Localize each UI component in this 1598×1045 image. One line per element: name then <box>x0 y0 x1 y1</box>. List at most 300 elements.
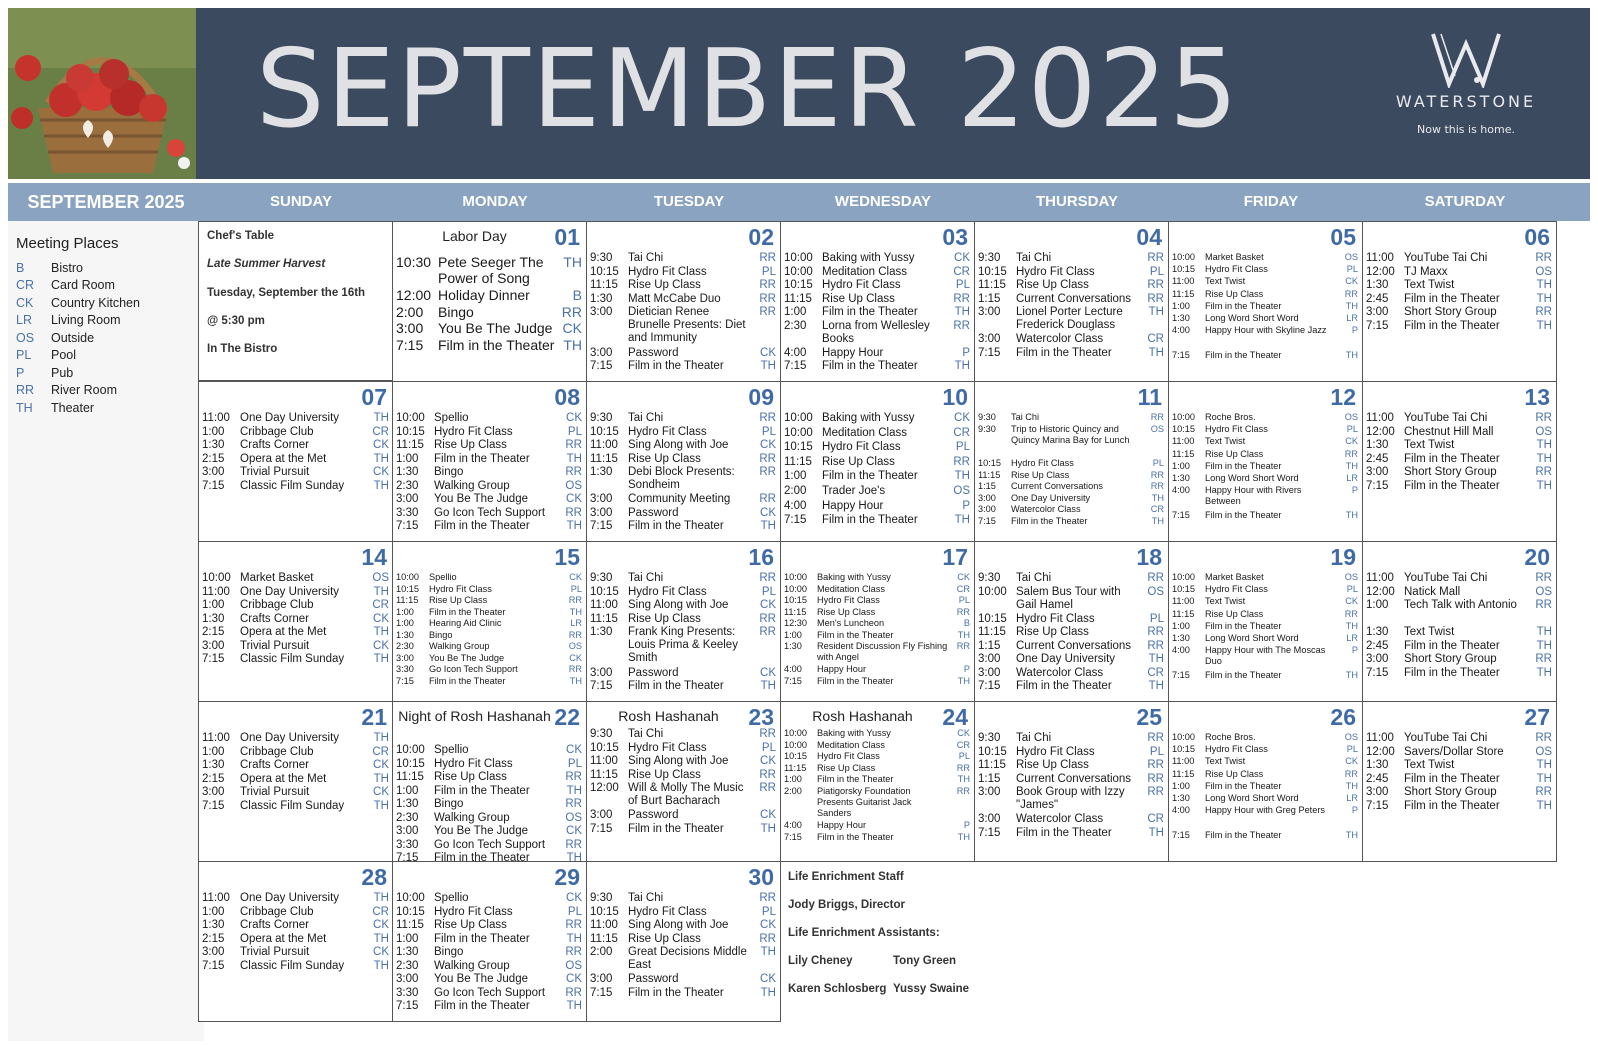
event-name: Hydro Fit Class <box>628 905 707 918</box>
event-name: Film in the Theater <box>1205 509 1282 520</box>
event-name: Crafts Corner <box>240 612 310 625</box>
event-row <box>784 630 970 641</box>
event-row <box>202 572 389 585</box>
event-location-code: RR <box>759 782 776 794</box>
day-number: 07 <box>361 384 387 410</box>
event-time: 1:30 <box>202 612 225 625</box>
day-number: 13 <box>1524 384 1550 410</box>
event-name: Chestnut Hill Mall <box>1404 425 1494 438</box>
event-location-code: RR <box>759 279 776 291</box>
event-row <box>396 812 582 825</box>
day-cell <box>586 701 781 862</box>
event-name: Text Twist <box>1205 756 1246 767</box>
event-name: Film in the Theater <box>817 831 894 842</box>
event-name: Rise Up Class <box>628 279 701 291</box>
event-row <box>202 933 389 946</box>
event-location-code: TH <box>1151 515 1164 526</box>
event-time: 10:15 <box>978 612 1007 625</box>
event-location-code: CK <box>760 439 776 451</box>
staff-assistant: Tony Green <box>893 955 957 967</box>
event-name: Tai Chi <box>628 892 664 904</box>
place-item <box>16 261 83 275</box>
event-location-code: PL <box>1149 612 1164 625</box>
event-location-code: OS <box>953 485 970 497</box>
event-name: Watercolor Class <box>1016 333 1104 345</box>
event-name: Film in the Theater <box>434 784 530 797</box>
event-name: Trivial Pursuit <box>240 946 310 958</box>
place-code: CR <box>16 278 35 292</box>
event-time: 1:00 <box>202 905 225 918</box>
event-time: 12:00 <box>590 782 619 794</box>
month-label: SEPTEMBER 2025 <box>27 192 185 212</box>
event-time: 11:15 <box>590 612 618 625</box>
event-time: 2:30 <box>396 959 419 972</box>
place-name: Bistro <box>51 261 83 275</box>
event-location-code: TH <box>1345 620 1358 631</box>
event-row <box>1366 640 1552 653</box>
event-row <box>202 919 389 932</box>
event-time: 12:00 <box>396 287 432 303</box>
event-name: Short Story Group <box>1404 466 1497 478</box>
event-time: 7:15 <box>784 831 802 842</box>
event-location-code: RR <box>565 439 582 451</box>
event-row <box>784 293 970 306</box>
event-row <box>396 825 582 838</box>
event-name: Go Icon Tech Support <box>434 506 546 519</box>
event-row <box>202 906 389 919</box>
event-row <box>978 333 1164 346</box>
day-number: 14 <box>361 544 387 570</box>
event-name: Happy Hour with Greg Peters <box>1205 805 1325 816</box>
event-row <box>590 782 776 808</box>
event-row <box>590 306 776 345</box>
event-row <box>590 933 776 946</box>
event-time: 3:00 <box>590 346 613 359</box>
event-location-code: RR <box>1535 732 1552 744</box>
event-name: Sing Along with Joe <box>628 919 729 931</box>
event-location-code: RR <box>759 306 776 318</box>
event-row <box>1366 252 1552 265</box>
event-location-code: TH <box>1345 300 1358 311</box>
event-row <box>978 653 1164 666</box>
event-location-code: RR <box>759 892 776 904</box>
meeting-places-title: Meeting Places <box>16 235 119 252</box>
day-number: 29 <box>554 864 580 890</box>
event-name: Text Twist <box>1205 436 1246 447</box>
event-row <box>978 279 1164 292</box>
event-row <box>1172 350 1358 361</box>
event-location-code: RR <box>1344 768 1358 779</box>
event-row <box>978 481 1164 492</box>
event-name: Tai Chi <box>1011 412 1040 422</box>
weekday-header-bar <box>8 183 1590 221</box>
event-location-code: PL <box>761 905 776 918</box>
waterstone-logo <box>1371 30 1561 160</box>
event-row <box>1172 289 1358 300</box>
event-time: 7:15 <box>978 826 1001 839</box>
dayname-friday: FRIDAY <box>1243 193 1299 210</box>
event-name: Meditation Class <box>822 265 908 278</box>
event-name: Film in the Theater <box>429 606 506 617</box>
event-name: Film in the Theater <box>1205 780 1282 791</box>
event-name: Market Basket <box>1205 572 1264 582</box>
day-number: 12 <box>1330 384 1356 410</box>
banner-title: SEPTEMBER 2025 <box>256 27 1240 152</box>
event-location-code: TH <box>1151 492 1164 503</box>
event-location-code: CK <box>373 919 389 931</box>
event-row <box>1366 279 1552 292</box>
event-name: Hydro Fit Class <box>434 905 513 918</box>
event-location-code: PL <box>1346 424 1358 435</box>
event-location-code: TH <box>957 831 970 842</box>
event-name: Film in the Theater <box>1404 319 1500 332</box>
event-row <box>396 664 582 675</box>
event-time: 11:15 <box>784 455 812 468</box>
event-time: 2:15 <box>202 626 225 638</box>
event-row <box>396 892 582 905</box>
event-name: Tai Chi <box>628 728 664 740</box>
event-row <box>396 839 582 852</box>
event-row <box>784 763 970 774</box>
event-time: 1:15 <box>978 292 1001 305</box>
event-row <box>784 595 970 606</box>
event-time: 7:15 <box>978 346 1001 359</box>
event-time: 11:00 <box>202 732 230 744</box>
event-location-code: TH <box>1536 439 1552 451</box>
event-name: You Be The Judge <box>434 825 528 837</box>
event-time: 10:00 <box>1172 252 1195 262</box>
event-time: 7:15 <box>202 799 225 812</box>
event-name: Meditation Class <box>817 739 885 750</box>
event-location-code: RR <box>759 626 776 638</box>
place-code: OS <box>16 331 35 345</box>
event-name: Current Conversations <box>1016 772 1132 785</box>
event-location-code: TH <box>569 606 582 617</box>
event-time: 3:30 <box>396 838 419 851</box>
event-name: Classic Film Sunday <box>240 799 345 812</box>
event-location-code: TH <box>954 514 970 527</box>
event-name: Long Word Short Word <box>1205 793 1299 803</box>
place-name: River Room <box>51 383 117 397</box>
event-location-code: TH <box>373 932 389 945</box>
event-row <box>1366 453 1552 466</box>
event-name: Film in the Theater <box>438 336 555 353</box>
event-row <box>1366 732 1552 745</box>
event-name: Rise Up Class <box>429 595 488 605</box>
event-time: 11:00 <box>1366 572 1394 584</box>
event-time: 10:15 <box>784 751 807 761</box>
event-name: You Be The Judge <box>438 320 553 336</box>
event-name: Rise Up Class <box>1011 469 1070 480</box>
event-name: Happy Hour with Rivers Between <box>1205 485 1302 507</box>
event-row <box>1366 667 1552 680</box>
event-row <box>978 493 1164 504</box>
event-time: 3:00 <box>396 973 419 985</box>
event-name: Hydro Fit Class <box>1205 424 1268 435</box>
place-code: TH <box>16 401 33 415</box>
event-row <box>396 412 582 425</box>
day-cell <box>392 701 587 862</box>
event-row <box>784 751 970 762</box>
event-name: Roche Bros. <box>1205 412 1256 422</box>
event-name: Watercolor Class <box>1016 813 1104 825</box>
event-row <box>202 586 389 599</box>
event-location-code: CR <box>953 426 970 439</box>
event-row <box>1366 480 1552 493</box>
day-cell <box>1168 221 1363 382</box>
event-row <box>1172 572 1358 583</box>
event-name: Film in the Theater <box>1404 666 1500 679</box>
event-row <box>590 892 776 905</box>
dayname-thursday: THURSDAY <box>1036 193 1118 210</box>
event-time: 9:30 <box>978 412 996 422</box>
event-time: 3:00 <box>978 786 1001 798</box>
event-row <box>1366 320 1552 333</box>
event-name: Film in the Theater <box>628 986 724 999</box>
event-time: 3:00 <box>396 493 419 505</box>
event-row <box>202 599 389 612</box>
event-time: 1:00 <box>396 618 414 628</box>
event-time: 11:15 <box>590 452 618 465</box>
event-name: Film in the Theater <box>1205 349 1282 360</box>
event-location-code: TH <box>1536 479 1552 492</box>
event-location-code: TH <box>1345 669 1358 680</box>
event-location-code: RR <box>1150 469 1164 480</box>
event-time: 3:30 <box>396 664 414 674</box>
event-location-code: CK <box>760 809 776 821</box>
event-location-code: OS <box>565 479 582 492</box>
event-time: 1:00 <box>202 425 225 438</box>
place-item <box>16 296 140 310</box>
event-time: 3:00 <box>978 504 996 514</box>
event-name: Sing Along with Joe <box>628 439 729 451</box>
event-row <box>590 987 776 1000</box>
event-name: Bingo <box>434 946 464 958</box>
event-time: 3:00 <box>978 333 1001 345</box>
event-name: Crafts Corner <box>240 919 310 931</box>
event-name: Roche Bros. <box>1205 732 1256 742</box>
event-name: You Be The Judge <box>434 493 528 505</box>
event-time: 11:15 <box>784 292 812 305</box>
event-location-code: RR <box>956 606 970 617</box>
day-number: 20 <box>1524 544 1550 570</box>
staff-director: Jody Briggs, Director <box>788 899 905 911</box>
event-time: 11:00 <box>202 412 230 424</box>
event-row <box>590 426 776 439</box>
event-location-code: TH <box>1148 826 1164 839</box>
day-number: 28 <box>361 864 387 890</box>
day-header: Night of Rosh Hashanah <box>398 708 551 724</box>
event-name: Matt McCabe Duo <box>628 292 721 305</box>
event-name: Market Basket <box>240 572 314 584</box>
event-name: Crafts Corner <box>240 759 310 771</box>
event-time: 4:00 <box>784 820 802 830</box>
event-location-code: OS <box>1535 745 1552 758</box>
event-location-code: TH <box>373 452 389 465</box>
event-time: 1:30 <box>202 439 225 451</box>
event-location-code: OS <box>1344 252 1358 262</box>
event-row <box>396 785 582 798</box>
event-name: Hydro Fit Class <box>1011 458 1074 468</box>
event-row <box>784 676 970 687</box>
event-location-code: CK <box>566 412 582 424</box>
day-cell <box>974 541 1169 702</box>
event-row <box>590 412 776 425</box>
event-name: Trivial Pursuit <box>240 466 310 478</box>
event-name: Rise Up Class <box>628 612 701 625</box>
event-name: Rise Up Class <box>1205 768 1264 779</box>
event-name: Password <box>628 666 679 679</box>
event-row <box>784 641 970 663</box>
event-name: Film in the Theater <box>1205 300 1282 311</box>
event-time: 4:00 <box>784 346 807 359</box>
event-location-code: TH <box>566 784 582 797</box>
event-time: 3:00 <box>202 786 225 798</box>
day-number: 19 <box>1330 544 1356 570</box>
day-cell <box>780 541 975 702</box>
event-time: 7:15 <box>202 479 225 492</box>
event-time: 2:30 <box>784 319 807 332</box>
event-name: Tai Chi <box>1016 732 1052 744</box>
event-location-code: TH <box>1536 799 1552 812</box>
event-location-code: RR <box>1344 608 1358 619</box>
event-row <box>1172 830 1358 841</box>
place-code: PL <box>16 348 32 362</box>
event-name: Film in the Theater <box>1205 669 1282 680</box>
event-name: Will & Molly The Music of Burt Bacharach <box>628 782 744 807</box>
event-row <box>396 480 582 493</box>
event-time: 12:00 <box>1366 425 1395 438</box>
event-time: 1:00 <box>396 606 414 617</box>
event-time: 7:15 <box>1366 319 1389 332</box>
event-name: Sing Along with Joe <box>628 755 729 767</box>
event-time: 9:30 <box>978 732 1001 744</box>
apple-basket-illustration <box>8 8 196 179</box>
event-time: 10:00 <box>396 744 425 756</box>
event-time: 1:30 <box>1172 473 1190 483</box>
event-location-code: TH <box>373 892 389 904</box>
event-time: 3:00 <box>978 306 1001 318</box>
event-location-code: TH <box>1536 452 1552 465</box>
event-name: Current Conversations <box>1016 292 1132 305</box>
event-time: 2:45 <box>1366 452 1389 465</box>
event-row <box>202 960 389 973</box>
event-time: 7:15 <box>590 680 613 692</box>
event-time: 2:45 <box>1366 292 1389 305</box>
event-row <box>590 823 776 836</box>
event-time: 11:15 <box>978 279 1006 291</box>
dayname-wednesday: WEDNESDAY <box>834 193 932 210</box>
dayname-tuesday: TUESDAY <box>653 193 725 210</box>
event-row <box>396 572 582 583</box>
event-row <box>978 347 1164 360</box>
event-name: Spellio <box>434 744 469 756</box>
event-name: Pete Seeger The Power of Song <box>438 254 544 286</box>
event-row <box>784 664 970 675</box>
event-name: Classic Film Sunday <box>240 653 345 665</box>
event-name: Rise Up Class <box>434 771 507 783</box>
event-location-code: TH <box>957 629 970 640</box>
event-location-code: RR <box>565 466 582 478</box>
day-cell <box>198 381 394 542</box>
event-name: Tech Talk with Antonio <box>1404 599 1517 611</box>
event-row <box>784 306 970 319</box>
event-row <box>1172 744 1358 755</box>
event-location-code: CK <box>760 666 776 679</box>
event-name: Cribbage Club <box>240 905 314 918</box>
event-location-code: RR <box>1344 448 1358 459</box>
event-location-code: RR <box>759 466 776 478</box>
event-name: Baking with Yussy <box>822 252 915 264</box>
event-row <box>202 800 389 813</box>
event-row <box>396 439 582 452</box>
event-location-code: TH <box>1536 292 1552 305</box>
event-location-code: TH <box>760 822 776 835</box>
event-time: 4:00 <box>1172 485 1190 496</box>
event-name: Film in the Theater <box>1404 479 1500 492</box>
event-location-code: OS <box>1535 265 1552 278</box>
event-name: Film in the Theater <box>822 470 918 483</box>
event-name: Happy Hour with The Moscas Duo <box>1205 645 1326 667</box>
event-name: Hydro Fit Class <box>1205 584 1268 595</box>
event-row <box>784 786 970 819</box>
event-name: Debi Block Presents: Sondheim <box>628 466 735 491</box>
event-row <box>978 640 1164 653</box>
event-name: Rise Up Class <box>817 606 876 617</box>
event-name: Film in the Theater <box>628 520 724 532</box>
event-location-code: TH <box>1536 772 1552 785</box>
event-name: Password <box>628 973 679 985</box>
event-name: Hydro Fit Class <box>429 583 492 594</box>
event-location-code: OS <box>565 811 582 824</box>
event-row <box>202 786 389 799</box>
event-name: Classic Film Sunday <box>240 959 345 972</box>
event-row <box>1172 436 1358 447</box>
event-row <box>1172 325 1358 336</box>
chefs-table-date: Tuesday, September the 16th <box>207 287 366 299</box>
event-row <box>784 832 970 843</box>
event-time: 1:30 <box>396 629 414 640</box>
day-cell <box>198 701 394 862</box>
event-time: 10:15 <box>590 265 619 278</box>
event-time: 11:00 <box>1366 252 1394 264</box>
event-name: Walking Group <box>434 479 510 492</box>
event-location-code: CR <box>1147 333 1164 345</box>
event-location-code: CR <box>1147 813 1164 825</box>
event-location-code: TH <box>373 653 389 665</box>
event-location-code: RR <box>953 292 970 305</box>
event-location-code: CR <box>372 599 389 611</box>
event-time: 1:00 <box>784 306 807 318</box>
event-time: 10:00 <box>784 583 807 594</box>
day-number: 11 <box>1137 384 1162 410</box>
event-time: 11:00 <box>1172 756 1195 767</box>
event-name: Hydro Fit Class <box>628 425 707 438</box>
event-name: Frank King Presents: Louis Prima & Keeley Smith <box>628 626 738 664</box>
event-row <box>396 607 582 618</box>
event-row <box>396 493 582 506</box>
event-location-code: RR <box>1535 306 1552 318</box>
place-item <box>16 366 73 380</box>
event-time: 10:00 <box>1172 732 1195 742</box>
event-row <box>396 758 582 771</box>
day-cell <box>1168 541 1363 702</box>
event-row <box>1366 572 1552 585</box>
event-time: 7:15 <box>784 675 802 686</box>
event-location-code: RR <box>759 292 776 305</box>
event-location-code: TH <box>1536 639 1552 652</box>
day-cell <box>1362 541 1557 702</box>
